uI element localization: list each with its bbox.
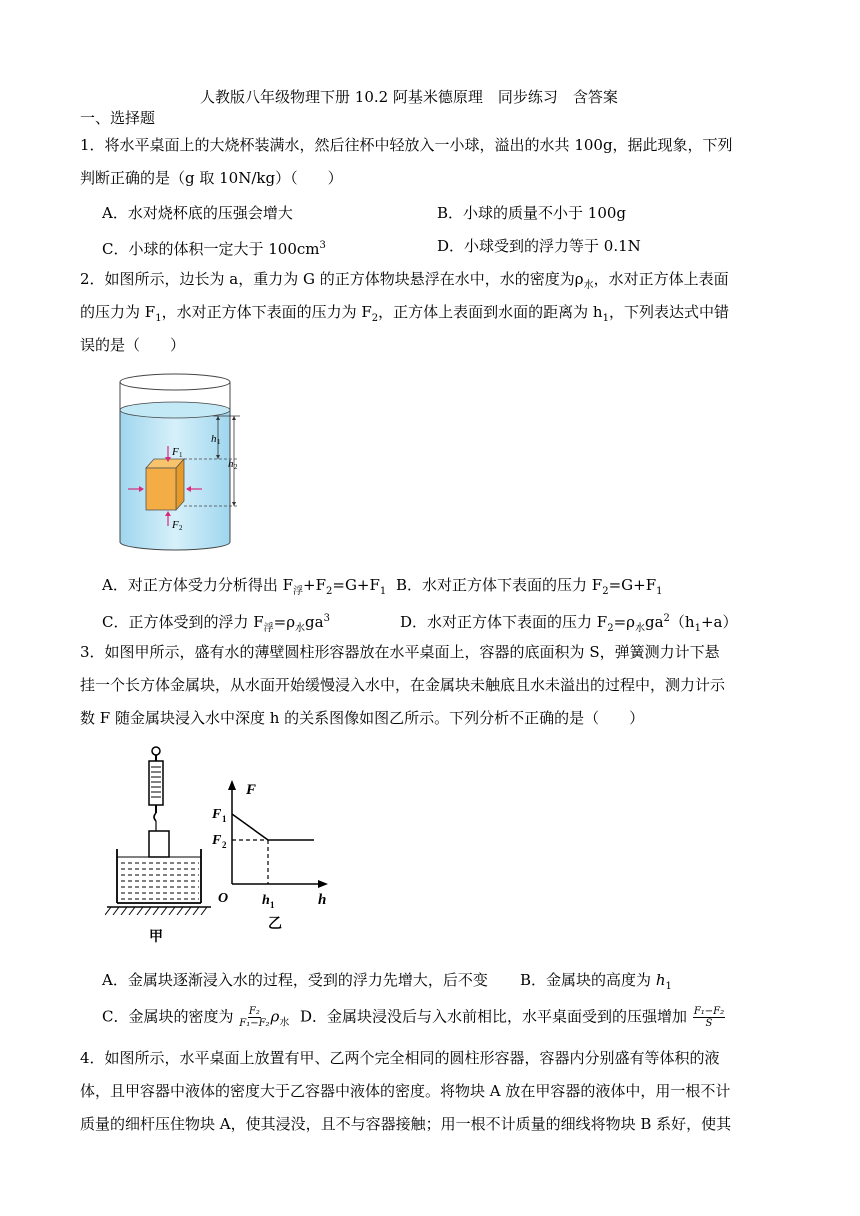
q2-stem-line1: 2．如图所示，边长为 a，重力为 G 的正方体物块悬浮在水中，水的密度为$\rho_水$，水对正方体上表面 [80,270,729,291]
q4-stem-line1: 4．如图所示，水平桌面上放置有甲、乙两个完全相同的圆柱形容器，容器内分别盛有等体积的液 [80,1049,720,1067]
section-heading: 一、选择题 [80,109,156,127]
label-origin: O [218,891,229,906]
q3-stem-line1: 3．如图甲所示，盛有水的薄壁圆柱形容器放在水平桌面上，容器的底面积为 S，弹簧测力计下悬 [80,643,720,661]
label-h1: h [262,893,270,908]
cube-side [176,459,184,510]
q1-stem-line2: 判断正确的是（g 取 10N/kg）（ ） [80,169,343,187]
q2-option-b: B．水对正方体下表面的压力 $F_2=G+F_1$ [396,576,663,597]
q3-option-a: A．金属块逐渐浸入水的过程，受到的浮力先增大，后不变 [102,971,488,989]
label-f: F [246,782,257,798]
label-f2-sub: 2 [179,524,183,532]
q1-option-c: C．小球的体积一定大于 $100cm^3$ [102,240,326,258]
q2-stem-line3: 误的是（ ） [80,336,186,354]
q2-option-d: D．水对正方体下表面的压力 $F_2=\rho_水ga^2(h_1+a)$ [400,613,738,634]
label-f1-sub: 1 [222,814,227,824]
label-h1: h [211,433,217,445]
label-f2: F [172,519,179,531]
label-h2-sub: 2 [234,463,238,471]
f-h-curve [232,814,314,840]
q1-stem-line1: 1．将水平桌面上的大烧杯装满水，然后往杯中轻放入一小球，溢出的水共 100g，据此现象，下列 [80,136,733,154]
q2-option-c: C．正方体受到的浮力 $F_浮=\rho_水ga^3$ [102,613,330,634]
q1-option-d: D．小球受到的浮力等于 0.1N [437,237,641,255]
label-f1: F [172,446,179,458]
label-h1-sub: 1 [217,438,221,446]
q3-option-d: D．金属块浸没后与入水前相比，水平桌面受到的压强增加 $\frac{\text{F₁−F₂}}{S}$ [300,1006,725,1029]
q4-stem-line3: 质量的细杆压住物块 A，使其浸没，且不与容器接触；用一根不计质量的细线将物块 B 系好，使其 [80,1115,732,1133]
q3-spring-scale-figure [105,745,215,945]
metal-block [149,831,169,857]
q4-stem-line2: 体，且甲容器中液体的密度大于乙容器中液体的密度。将物块 A 放在甲容器的液体中，用一根不计 [80,1082,731,1100]
label-h1-sub: 1 [270,900,275,910]
doc-title: 人教版八年级物理下册 10.2 阿基米德原理 同步练习 含答案 [200,88,618,106]
label-h: h [318,892,327,908]
q3-stem-line3: 数 F 随金属块浸入水中深度 h 的关系图像如图乙所示。下列分析不正确的是（ ） [80,709,645,727]
label-h2: h [228,458,234,470]
label-f2: F [212,833,222,848]
cube-front [146,468,176,510]
label-f1: F [212,807,222,822]
q2-option-a: A．对正方体受力分析得出 $F_浮+F_2=G+F_1$ [102,576,387,597]
label-jia: 甲 [149,930,163,945]
q3-option-c: C．金属块的密度为 $\frac{\text{F₂}}{\text{F₁−F₂}}$ $\rho_水$ [102,1006,290,1029]
q3-option-b: B．金属块的高度为 $h_1$ [520,971,672,992]
label-f1-sub: 1 [179,451,183,459]
container-rim [120,374,230,390]
q3-f-h-graph [210,770,340,940]
q2-stem-line2: 的压力为 $F_1$，水对正方体下表面的压力为 $F_2$，正方体上表面到水面的距离为 $h_1$，下列表达式中错 [80,303,729,324]
q2-cube-in-water-figure [112,370,252,560]
label-yi: 乙 [268,917,282,932]
q3-stem-line2: 挂一个长方体金属块，从水面开始缓慢浸入水中，在金属块未触底且水未溢出的过程中，测力计示 [80,676,726,694]
spring-scale-body [149,761,163,805]
q1-option-a: A．水对烧杯底的压强会增大 [102,204,293,222]
q1-option-b: B．小球的质量不小于 100g [437,204,627,222]
label-f2-sub: 2 [222,840,227,850]
